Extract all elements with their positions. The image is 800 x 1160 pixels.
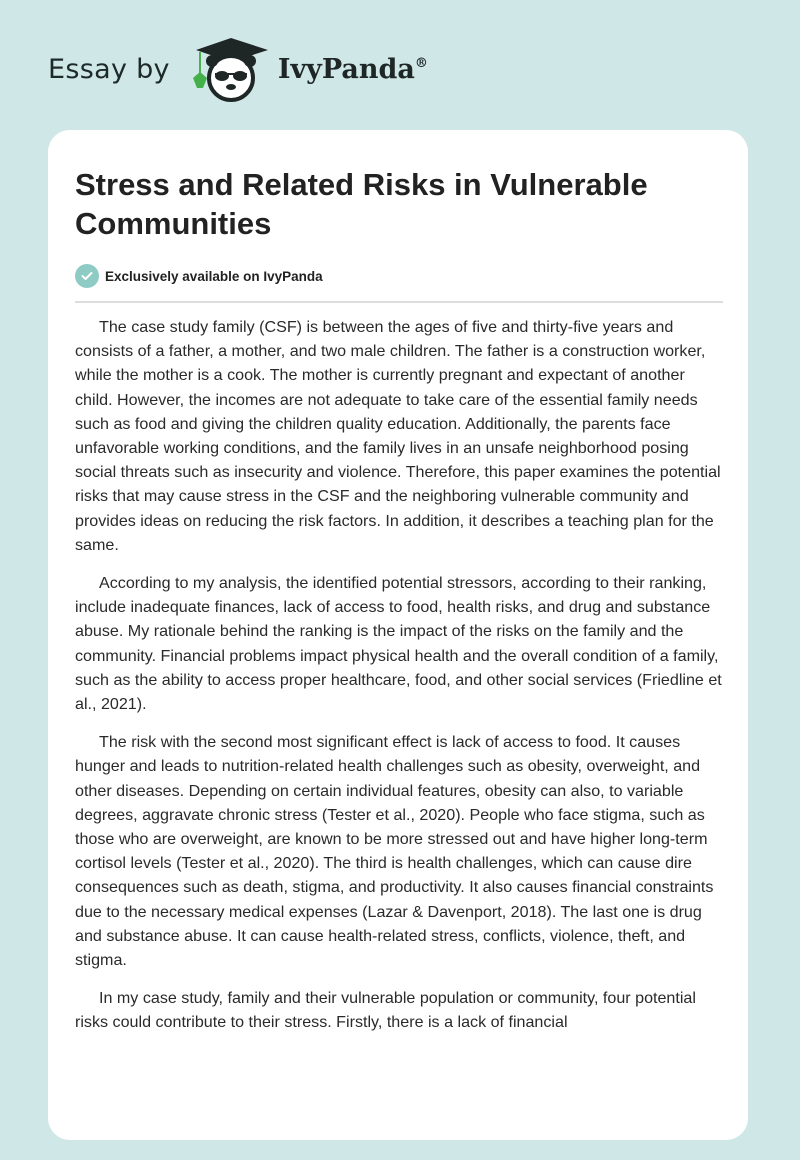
paragraph: In my case study, family and their vulnerable population or community, four potential risks could contribute to their stress. Firstly, there is a lack of financial <box>75 989 696 1032</box>
ivypanda-logo-icon[interactable] <box>188 34 274 104</box>
brand-name <box>278 54 428 85</box>
divider <box>75 301 723 303</box>
badge-text: Exclusively available on IvyPanda <box>105 268 323 284</box>
essay-body <box>75 315 725 1049</box>
check-icon <box>75 264 99 288</box>
page-title: Stress and Related Risks in Vulnerable Communities <box>75 167 648 241</box>
essay-card <box>48 130 748 1140</box>
essay-by-label: Essay by <box>48 53 170 85</box>
exclusive-badge <box>75 264 323 288</box>
brand-text: IvyPanda <box>277 53 415 85</box>
paragraph: According to my analysis, the identified potential stressors, according to their ranking, include inadequate finances, lack of access to food, health risks, and drug and substance abuse. My rationale behind the ranking is the impact of the risks on the family and the community. Financial problems impact physical health and the overall condition of a family, such as the ability to access proper healthcare, food, and other social services (Friedline et al., 2021). <box>75 574 722 714</box>
site-header <box>48 34 428 104</box>
paragraph: The case study family (CSF) is between the ages of five and thirty-five years and consists of a father, a mother, and two male children. The father is a construction worker, while the mother is a cook. The mother is currently pregnant and expectant of another child. However, the incomes are not adequate to take care of the essential family needs such as food and giving the children quality education. Additionally, the parents face unfavorable working conditions, and the family lives in an unsafe neighborhood posing social threats such as insecurity and violence. Therefore, this paper examines the potential risks that may cause stress in the CSF and the neighboring vulnerable community and provides ideas on reducing the risk factors. In addition, it describes a teaching plan for the same. <box>75 318 721 554</box>
paragraph: The risk with the second most significant effect is lack of access to food. It causes hunger and leads to nutrition-related health challenges such as obesity, overweight, and other diseases. Depending on certain individual features, obesity can also, to variable degrees, aggravate chronic stress (Tester et al., 2020). People who face stigma, such as those who are overweight, are known to be more stressed out and have higher long-term cortisol levels (Tester et al., 2020). The third is health challenges, which can cause dire consequences such as death, stigma, and productivity. It also causes financial constraints due to the necessary medical expenses (Lazar & Davenport, 2018). The last one is drug and substance abuse. It can cause health-related stress, conflicts, violence, theft, and stigma. <box>75 733 714 970</box>
registered-mark: ® <box>414 55 428 71</box>
